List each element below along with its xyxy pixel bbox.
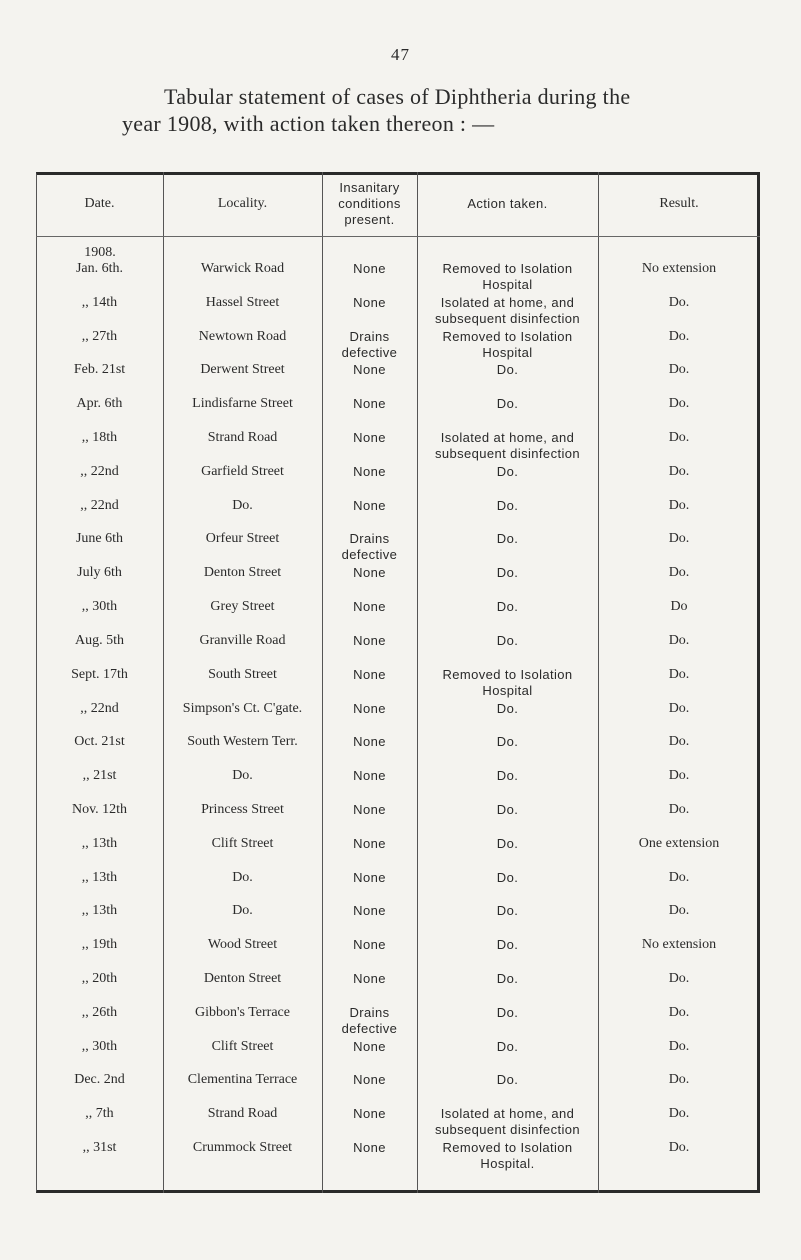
cell-date: ,, 22nd — [80, 498, 119, 513]
cell-insanitary: None — [353, 870, 386, 885]
cell-date: ,, 31st — [82, 1140, 117, 1155]
cell-locality: Warwick Road — [200, 261, 285, 276]
cell-date: ,, 30th — [81, 1039, 118, 1054]
cell-locality: Denton Street — [203, 971, 282, 986]
page-number: 47 — [391, 45, 410, 64]
cell-date: Jan. 6th. — [75, 261, 124, 276]
cell-locality: Do. — [232, 768, 253, 783]
cell-action: Removed to Isolation Hospital — [442, 667, 573, 698]
cell-result: Do. — [668, 701, 690, 716]
header-action: Action taken. — [467, 196, 548, 211]
cell-result: Do. — [668, 903, 690, 918]
cell-date: ,, 13th — [81, 836, 118, 851]
cell-locality: Gibbon's Terrace — [195, 1005, 290, 1020]
cell-date: June 6th — [75, 531, 124, 546]
cell-locality: Strand Road — [207, 1106, 278, 1121]
cell-locality: Princess Street — [201, 802, 284, 817]
cell-date: ,, 13th — [81, 870, 118, 885]
cell-date: ,, 7th — [85, 1106, 114, 1121]
cell-result: Do. — [668, 498, 690, 513]
cell-insanitary: None — [353, 701, 386, 716]
locality-column — [163, 0, 322, 1260]
cell-insanitary: None — [353, 937, 386, 952]
cell-insanitary: None — [353, 1072, 386, 1087]
cell-locality: Newtown Road — [198, 329, 287, 344]
cell-locality: Lindisfarne Street — [192, 396, 293, 411]
cell-date: ,, 13th — [81, 903, 118, 918]
cell-date: Oct. 21st — [74, 734, 125, 749]
cell-insanitary: None — [353, 1140, 386, 1155]
cell-action: Do. — [496, 464, 519, 479]
cell-date: Feb. 21st — [73, 362, 126, 377]
cell-action: Do. — [496, 836, 519, 851]
cell-date: ,, 22nd — [80, 464, 119, 479]
cell-result: Do. — [668, 1039, 690, 1054]
cell-insanitary: None — [353, 667, 386, 682]
cell-date: ,, 18th — [81, 430, 118, 445]
cell-date: Dec. 2nd — [74, 1072, 125, 1087]
cell-action: Isolated at home, and subsequent disinfection — [434, 1106, 581, 1137]
cell-locality: Clementina Terrace — [187, 1072, 298, 1087]
cell-date: ,, 27th — [81, 329, 118, 344]
cell-locality: Granville Road — [199, 633, 286, 648]
cell-result: Do. — [668, 531, 690, 546]
cell-date: ,, 21st — [82, 768, 117, 783]
cell-result: Do — [670, 599, 688, 614]
cell-date: ,, 22nd — [80, 701, 119, 716]
cell-result: Do. — [668, 971, 690, 986]
cell-locality: Garfield Street — [201, 464, 284, 479]
cell-action: Do. — [496, 701, 519, 716]
header-locality: Locality. — [217, 196, 268, 211]
cell-insanitary: None — [353, 430, 386, 445]
cell-insanitary: None — [353, 971, 386, 986]
cell-action: Do. — [496, 633, 519, 648]
cell-action: Do. — [496, 1072, 519, 1087]
cell-action: Do. — [496, 768, 519, 783]
cell-insanitary: None — [353, 903, 386, 918]
cell-result: Do. — [668, 565, 690, 580]
cell-locality: Hassel Street — [205, 295, 280, 310]
cell-locality: Do. — [232, 903, 253, 918]
cell-insanitary: None — [353, 396, 386, 411]
cell-action: Do. — [496, 531, 519, 546]
insanitary-column — [322, 0, 417, 1260]
cell-locality: Simpson's Ct. C'gate. — [182, 701, 303, 716]
cell-date: ,, 14th — [81, 295, 118, 310]
cell-action: Removed to Isolation Hospital. — [442, 1140, 573, 1171]
cell-result: Do. — [668, 1005, 690, 1020]
cell-locality: South Street — [208, 667, 277, 682]
cell-action: Do. — [496, 362, 519, 377]
header-insanitary: Insanitary conditions present. — [338, 180, 401, 227]
cell-action: Do. — [496, 802, 519, 817]
cell-date: Aug. 5th — [75, 633, 124, 648]
cell-result: Do. — [668, 768, 690, 783]
cell-insanitary: Drains defective — [341, 1005, 398, 1036]
cell-action: Do. — [496, 903, 519, 918]
cell-result: Do. — [668, 430, 690, 445]
cell-date: July 6th — [77, 565, 122, 580]
cell-result: Do. — [668, 295, 690, 310]
cell-result: Do. — [668, 464, 690, 479]
action-column — [417, 0, 598, 1260]
title-line-2: year 1908, with action taken thereon : — — [122, 111, 495, 136]
cell-action: Do. — [496, 1005, 519, 1020]
cell-locality: Wood Street — [207, 937, 278, 952]
cell-date: ,, 19th — [81, 937, 118, 952]
cell-result: Do. — [668, 667, 690, 682]
cell-result: Do. — [668, 329, 690, 344]
cell-insanitary: None — [353, 768, 386, 783]
cell-locality: Orfeur Street — [205, 531, 280, 546]
result-column — [598, 0, 760, 1260]
cell-result: Do. — [668, 362, 690, 377]
cell-result: One extension — [638, 836, 720, 851]
year-label: 1908. — [84, 245, 116, 260]
cell-date: Nov. 12th — [71, 802, 128, 817]
cell-date: ,, 30th — [81, 599, 118, 614]
cell-insanitary: None — [353, 362, 386, 377]
title-line-1: Tabular statement of cases of Diphtheria during the — [164, 84, 631, 109]
cell-action: Isolated at home, and subsequent disinfection — [434, 295, 581, 326]
cell-locality: South Western Terr. — [187, 734, 298, 749]
cell-locality: Clift Street — [211, 1039, 274, 1054]
cell-insanitary: None — [353, 261, 386, 276]
header-result: Result. — [659, 196, 699, 211]
cell-action: Isolated at home, and subsequent disinfection — [434, 430, 581, 461]
cell-locality: Do. — [232, 870, 253, 885]
cell-action: Do. — [496, 498, 519, 513]
cell-result: Do. — [668, 802, 690, 817]
cell-result: No extension — [641, 937, 717, 952]
cell-result: No extension — [641, 261, 717, 276]
cell-result: Do. — [668, 870, 690, 885]
cell-locality: Grey Street — [210, 599, 275, 614]
cell-insanitary: None — [353, 565, 386, 580]
cell-insanitary: None — [353, 295, 386, 310]
cell-result: Do. — [668, 1106, 690, 1121]
cell-locality: Do. — [232, 498, 253, 513]
cell-date: Apr. 6th — [76, 396, 123, 411]
date-column — [36, 0, 163, 1260]
cell-insanitary: None — [353, 599, 386, 614]
cell-insanitary: None — [353, 802, 386, 817]
cell-insanitary: None — [353, 836, 386, 851]
cell-insanitary: None — [353, 633, 386, 648]
cell-action: Do. — [496, 734, 519, 749]
cell-action: Do. — [496, 937, 519, 952]
cell-action: Do. — [496, 1039, 519, 1054]
cell-action: Removed to Isolation Hospital — [442, 261, 573, 292]
cell-insanitary: None — [353, 464, 386, 479]
cell-locality: Derwent Street — [200, 362, 285, 377]
cell-date: Sept. 17th — [71, 667, 128, 682]
cell-insanitary: Drains defective — [341, 329, 398, 360]
header-date: Date. — [84, 196, 115, 211]
cell-action: Do. — [496, 971, 519, 986]
cell-insanitary: None — [353, 1039, 386, 1054]
cell-action: Removed to Isolation Hospital — [442, 329, 573, 360]
cell-result: Do. — [668, 633, 690, 648]
cell-result: Do. — [668, 1140, 690, 1155]
cell-date: ,, 26th — [81, 1005, 118, 1020]
cell-locality: Clift Street — [211, 836, 274, 851]
cell-action: Do. — [496, 870, 519, 885]
cell-result: Do. — [668, 734, 690, 749]
cell-action: Do. — [496, 599, 519, 614]
cell-locality: Denton Street — [203, 565, 282, 580]
cell-action: Do. — [496, 565, 519, 580]
cell-locality: Crummock Street — [192, 1140, 293, 1155]
cell-insanitary: None — [353, 734, 386, 749]
cell-result: Do. — [668, 1072, 690, 1087]
cell-insanitary: Drains defective — [341, 531, 398, 562]
cell-locality: Strand Road — [207, 430, 278, 445]
cell-result: Do. — [668, 396, 690, 411]
cell-insanitary: None — [353, 498, 386, 513]
cell-date: ,, 20th — [81, 971, 118, 986]
cell-insanitary: None — [353, 1106, 386, 1121]
cell-action: Do. — [496, 396, 519, 411]
